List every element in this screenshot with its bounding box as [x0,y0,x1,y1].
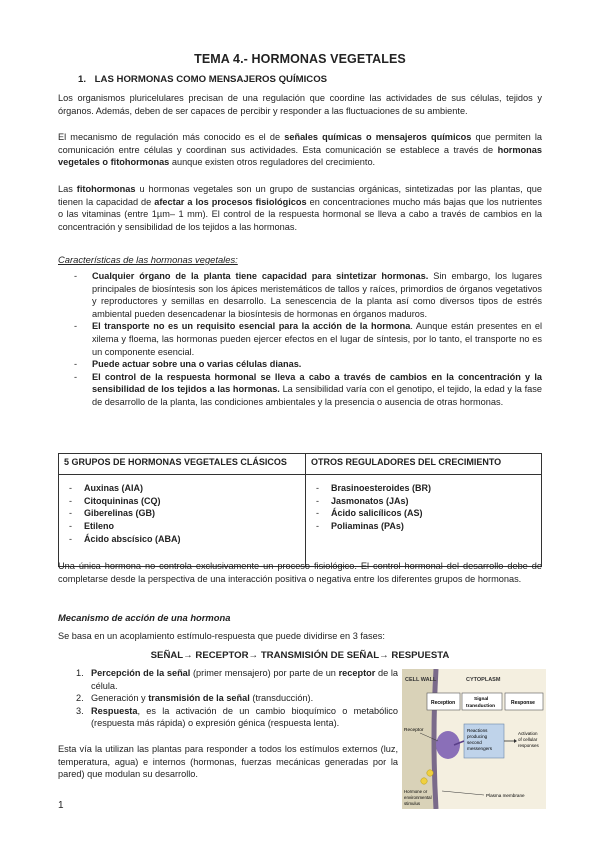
hormone-label-3: stimulus [404,801,421,806]
transduction-label-1: Signal [474,697,489,702]
cell-wall-region [402,669,436,809]
list-item: 1. Percepción de la señal (primer mensajero) por parte de un receptor de la célula. [76,668,398,691]
second-messenger-1: Reactions [467,728,488,733]
activation-2: of cellular [518,737,538,742]
paragraph-regulation: El mecanismo de regulación más conocido es el de señales químicas o mensajeros químicos que permiten la comunicación entre células y coordinan sus actividades. Esta comunicación se establece a través de hormonas vegetales o fitohormonas aunque existen otros reguladores del crecimiento. [58,132,543,168]
activation-1: Activation [518,731,538,736]
second-messenger-4: messengers [467,746,493,751]
list-item: 2. Generación y transmisión de la señal (transducción). [76,693,314,703]
receptor-shape [436,731,460,759]
mechanism-intro: Se basa en un acoplamiento estímulo-respuesta que puede dividirse en 3 fases: [58,631,385,641]
table-list-item: - Ácido salicílicos (AS) [316,508,423,519]
table-cell-others [306,475,542,567]
page-number: 1 [58,800,64,811]
hormone-label-2: environmental [404,795,432,800]
response-label: Response [511,700,535,706]
table-list-item: - Giberelinas (GB) [69,508,156,519]
paragraph-interaction: Una única hormona no controla exclusivamente un proceso fisiológico. El control hormonal del desarrollo debe de completarse desde la perspectiva de una interacción positiva o negativa entre los diferentes grupos de hormonas. [58,561,542,584]
list-item: - El transporte no es un requisito esencial para la acción de la hormona. Aunque están presentes en el xilema y floema, las hormonas pueden ejercer efectos en el lugar de síntesis, por lo tanto, el transporte no es un componente esencial. [74,321,542,357]
characteristics-heading: Características de las hormonas vegetales: [58,254,238,265]
table-list-item: - Jasmonatos (JAs) [316,495,409,506]
hormone-dot [427,770,433,776]
document-title: TEMA 4.- HORMONAS VEGETALES [194,52,406,66]
table-list-item: - Citoquininas (CQ) [69,495,161,506]
paragraph-stimuli: Esta vía la utilizan las plantas para responder a todos los estímulos externos (luz, temperatura, agua) e internos (hormonas, fuerzas mecánicas generadas por la pared) que modulan su desarrollo. [58,744,398,780]
characteristics-list [58,270,542,409]
diagram-svg [402,669,546,809]
hormone-label-1: Hormone or [404,789,428,794]
table-list-item: - Poliaminas (PAs) [316,521,404,532]
table-list-item: - Auxinas (AIA) [69,483,144,493]
second-messenger-3: second [467,740,482,745]
receptor-label: Receptor [404,728,424,733]
list-item: - Cualquier órgano de la planta tiene capacidad para sintetizar hormonas. Sin embargo, los lugares principales de biosíntesis son los ápices meristemáticos de tallos y raíces, primordios de órganos vegetativos y reproductores y semillas en desarrollo. La senescencia de la planta así como diversos tipos de estrés ambiental pueden desencadenar la biosíntesis de hormonas en órganos maduros. [74,271,542,319]
membrane-label: Plasma membrane [486,793,525,798]
activation-3: responses [518,743,539,748]
plasma-membrane [434,669,436,809]
hormone-groups-table [58,453,542,567]
table-header-classic: 5 GRUPOS DE HORMONAS VEGETALES CLÁSICOS [59,454,306,475]
cell-wall-label: CELL WALL [405,677,437,683]
section-number: 1. [78,74,87,85]
list-item: - Puede actuar sobre una o varias células dianas. [74,359,302,370]
section-heading-1 [78,74,327,85]
signal-formula: SEÑAL→ RECEPTOR→ TRANSMISIÓN DE SEÑAL→ RESPUESTA [150,650,450,661]
paragraph-fitohormonas: Las fitohormonas u hormonas vegetales son un grupo de sustancias orgánicas, sintetizadas por las plantas, que tienen la capacidad de afectar a los procesos fisiológicos en concentraciones mucho más bajas que los nutrientes o las vitaminas (entre 1µm– 1 mm). El control de la respuesta hormonal se lleva a cabo a través de cambios en la concentración y sensibilidad de los tejidos a las hormonas. [58,184,543,232]
list-item: - El control de la respuesta hormonal se lleva a cabo a través de cambios en la concentración y la sensibilidad de los tejidos a las hormonas. La sensibilidad varía con el genotipo, el tejido, la edad y la fase de desarrollo de la planta, las condiciones ambientales y la presencia o ausencia de otras hormonas. [74,371,542,407]
paragraph-intro: Los organismos pluricelulares precisan de una regulación que coordine las actividades de sus células, tejidos y órganos. Además, deben de ser capaces de percibir y responder a las fluctuaciones de su ambiente. [58,93,542,116]
section-title: LAS HORMONAS COMO MENSAJEROS QUÍMICOS [94,74,328,85]
cytoplasm-label: CYTOPLASM [466,677,501,683]
reception-label: Reception [431,700,456,706]
hormone-dot [421,778,427,784]
table-list-item: - Etileno [69,521,115,532]
transduction-label-2: transduction [466,704,496,709]
phases-list [58,667,398,730]
table-list-item: - Brasinoesteroides (BR) [316,483,432,493]
table-cell-classic [59,475,306,567]
table-header-others: OTROS REGULADORES DEL CRECIMIENTO [306,454,542,475]
signal-transduction-diagram [402,669,546,809]
mechanism-heading: Mecanismo de acción de una hormona [58,612,231,623]
second-messenger-2: producing [467,734,488,739]
list-item: 3. Respuesta, es la activación de un cambio bioquímico o metabólico (respuesta más rápida) o expresión génica (respuesta lenta). [76,705,398,728]
table-list-item: - Ácido abscísico (ABA) [69,533,181,544]
